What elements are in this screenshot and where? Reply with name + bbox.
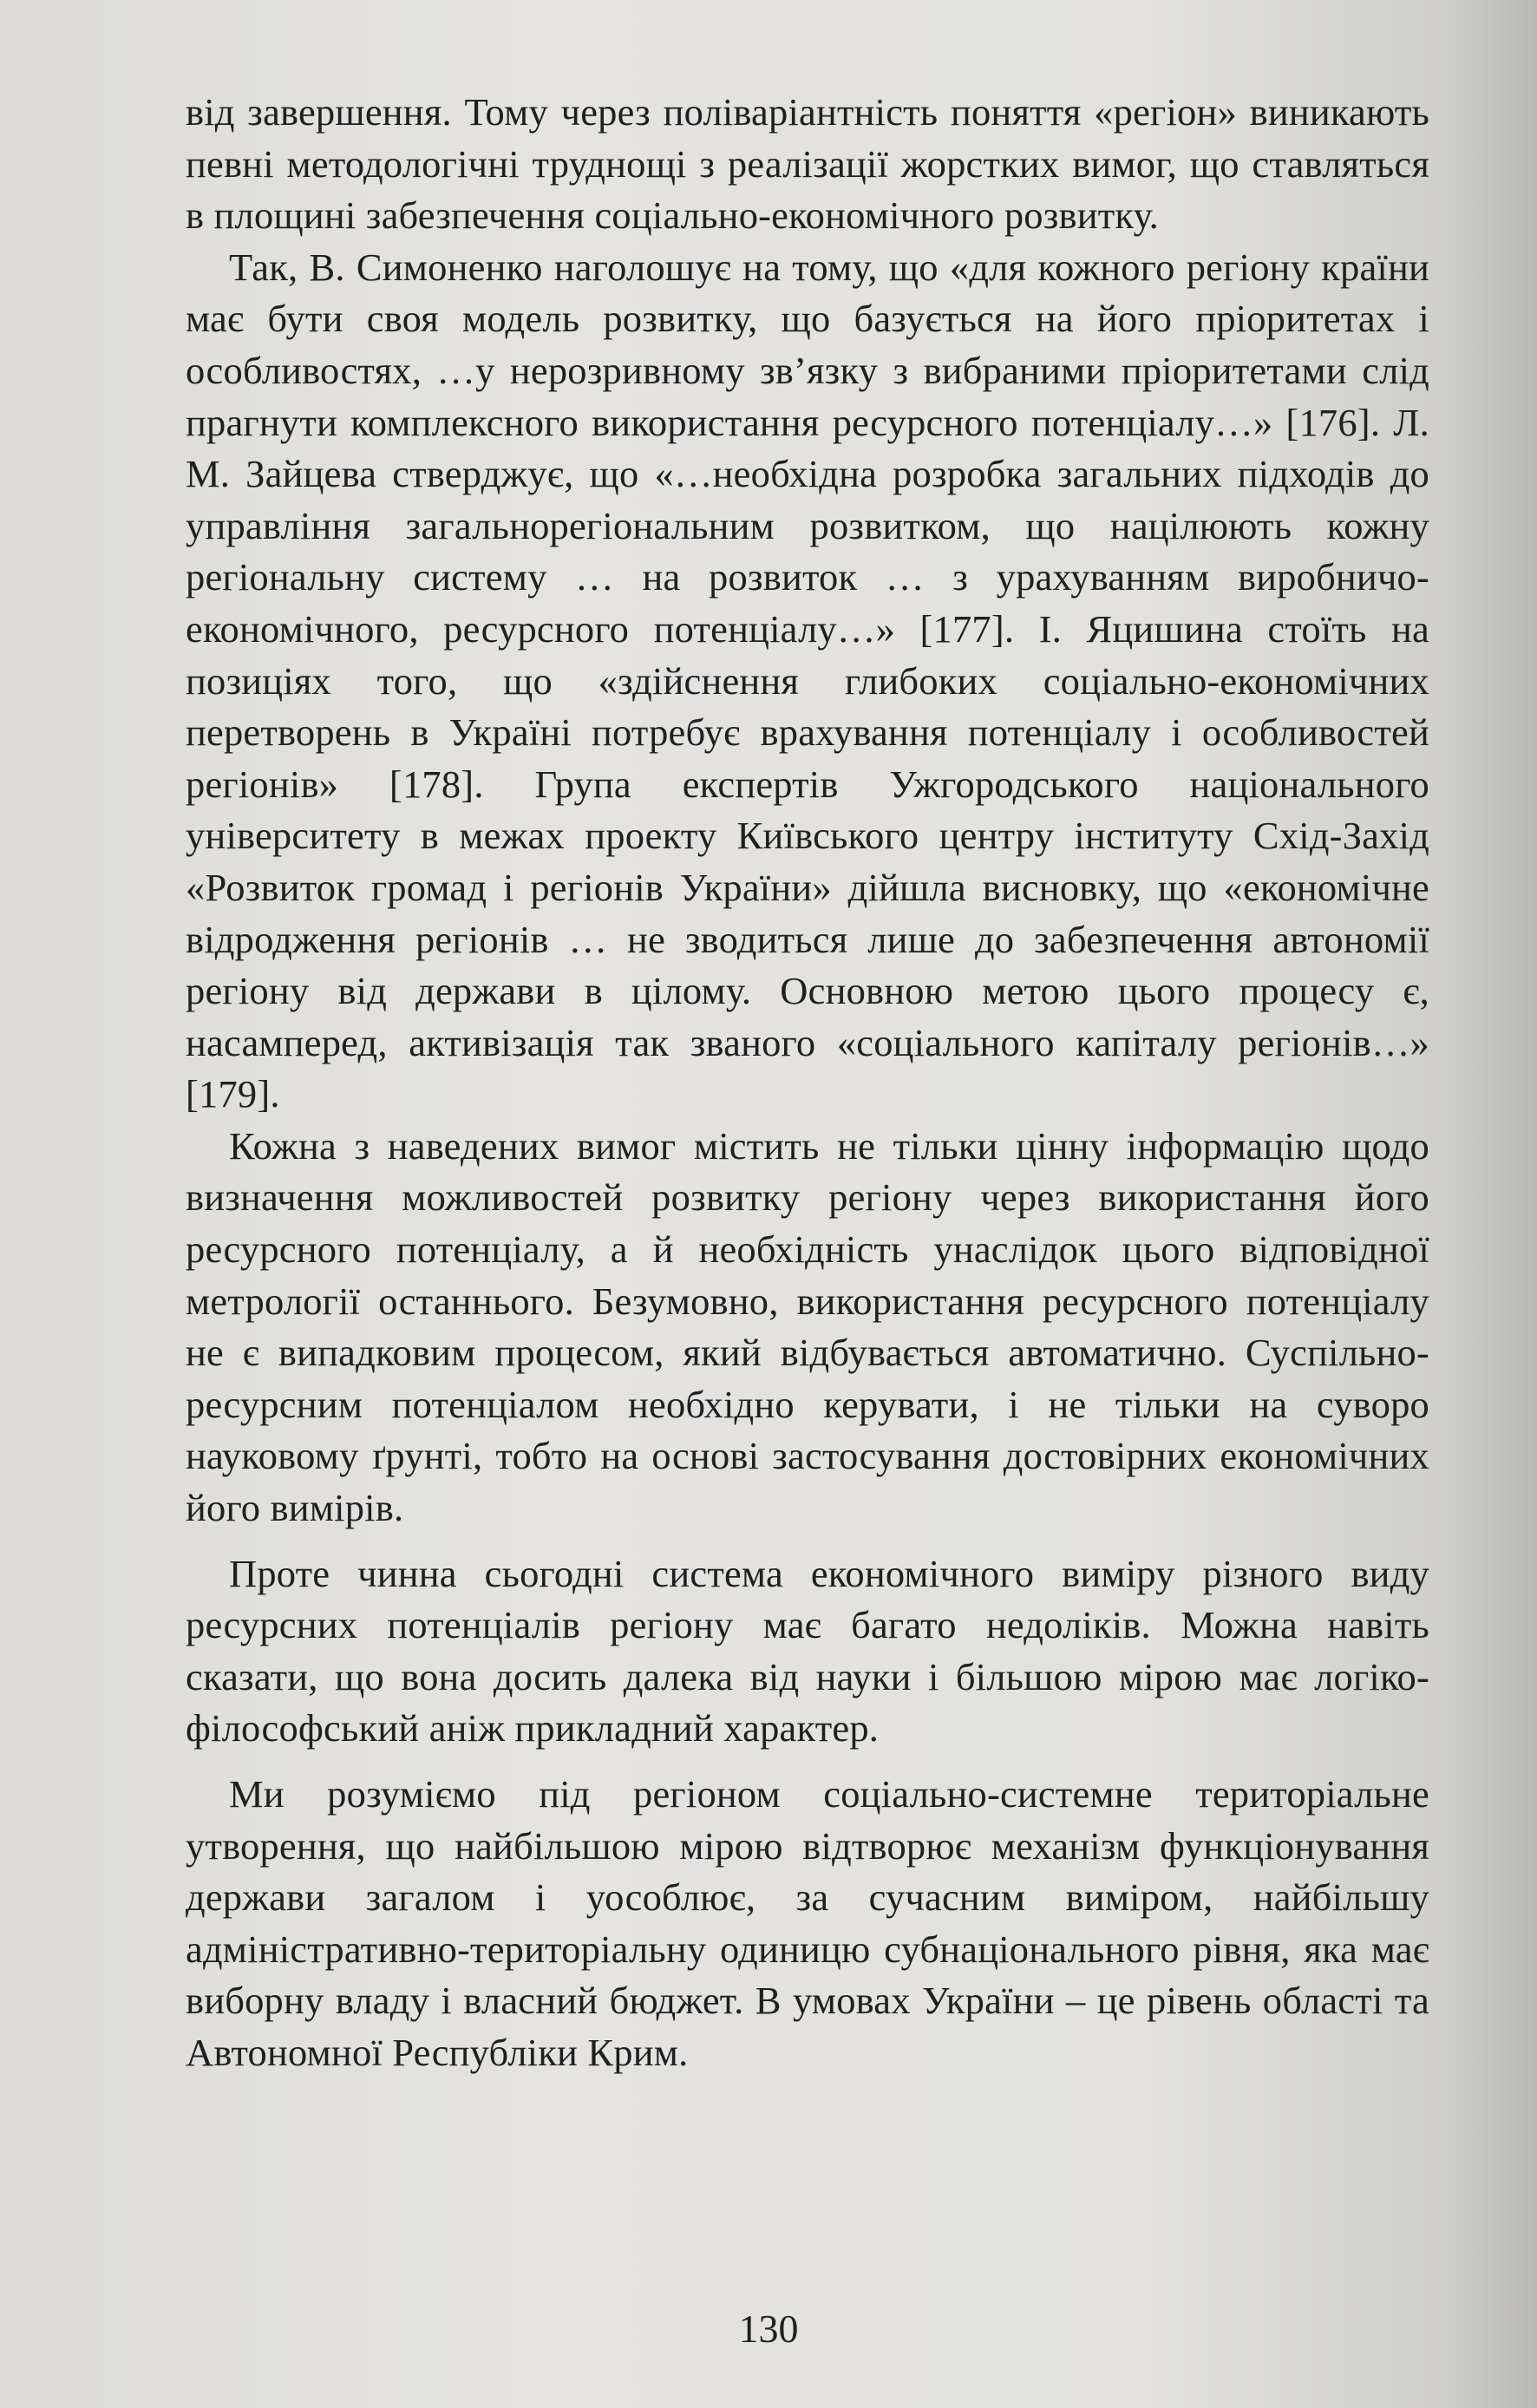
- paragraph-3: Кожна з наведених вимог містить не тільки цінну інформацію щодо визначення можливостей розвитку регіону через використання його ресурсного потенціалу, а й необхідність унаслідок цього відповідної метрології останнього. Безумовно, використання ресурсного потенціалу не є випадковим процесом, який відбувається автоматично. Суспільно-ресурсним потенціалом необхідно керувати, і не тільки на суворо науковому ґрунті, тобто на основі застосування достовірних економічних його вимірів.: [186, 1123, 1429, 1530]
- body-text: [186, 87, 1429, 2079]
- paragraph-4: Проте чинна сьогодні система економічного виміру різного виду ресурсних потенціалів регіону має багато недоліків. Можна навіть сказати, що вона досить далека від науки і більшою мірою має логіко-філософський аніж прикладний характер.: [186, 1551, 1429, 1750]
- page-number: 130: [738, 2307, 799, 2351]
- paragraph-1: від завершення. Тому через поліваріантність поняття «регіон» виникають певні методологічні труднощі з реалізації жорстких вимог, що ставляться в площині забезпечення соціально-економічного розвитку.: [186, 90, 1429, 238]
- paragraph-5: Ми розуміємо під регіоном соціально-системне територіальне утворення, що найбільшою мірою відтворює механізм функціонування держави загалом і уособлює, за сучасним виміром, найбільшу адміністративно-територіальну одиницю субнаціонального рівня, яка має виборну владу і власний бюджет. В умовах України – це рівень області та Автономної Республіки Крим.: [186, 1772, 1429, 2074]
- paragraph-2: Так, В. Симоненко наголошує на тому, що «для кожного регіону країни має бути своя модель розвитку, що базується на його пріоритетах і особливостях, …у нерозривному зв’язку з вибраними пріоритетами слід прагнути комплексного використання ресурсного потенціалу…» [176]. Л. М. Зайцева стверджує, що «…необхідна розробка загальних підходів до управління загальнорегіональним розвитком, що націлюють кожну регіональну систему … на розвиток … з урахуванням виробничо-економічного, ресурсного потенціалу…» [177]. І. Яцишина стоїть на позиціях того, що «здійснення глибоких соціально-економічних перетворень в Україні потребує врахування потенціалу і особливостей регіонів» [178]. Група експертів Ужгородського національного університету в межах проекту Київського центру інституту Схід-Захід «Розвиток громад і регіонів України» дійшла висновку, що «економічне відродження регіонів … не зводиться лише до забезпечення автономії регіону від держави в цілому. Основною метою цього процесу є, насамперед, активізація так званого «соціального капіталу регіонів…» [179].: [186, 245, 1429, 1116]
